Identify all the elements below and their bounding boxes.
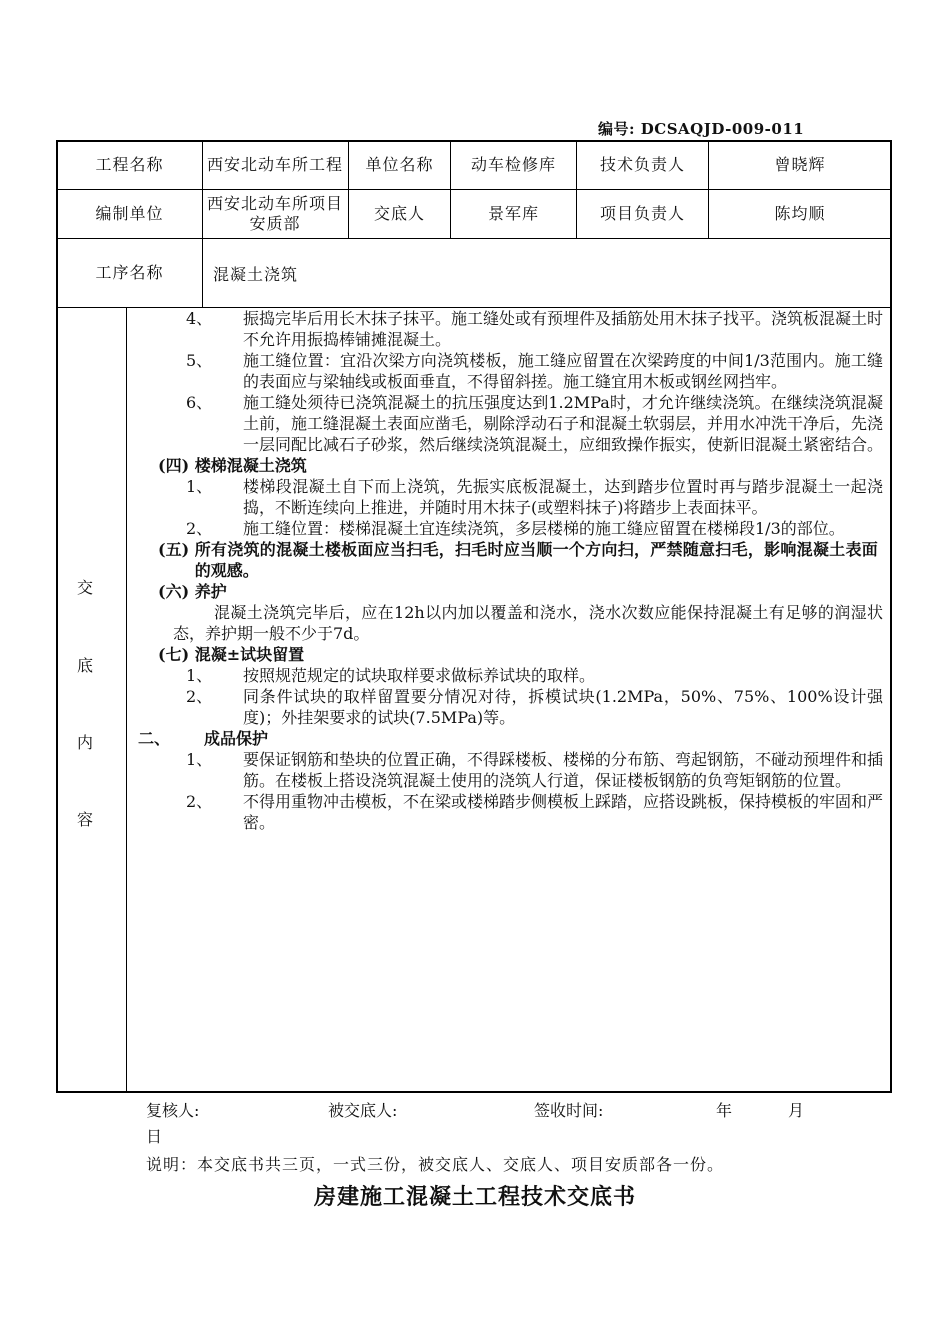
paragraph xyxy=(130,602,890,644)
item-text: 施工缝位置：宜沿次梁方向浇筑楼板，施工缝应留置在次梁跨度的中间1/3范围内。施工缝的表面应与梁轴线或板面垂直，不得留斜搓。施工缝宜用木板或钢丝网挡牢。 xyxy=(243,351,883,391)
year-label: 年 xyxy=(716,1101,733,1120)
compiler-label: 编制单位 xyxy=(95,204,164,223)
item-text: 楼梯段混凝土自下而上浇筑，先振实底板混凝土，达到踏步位置时再与踏步混凝土一起浇捣，不断连续向上推进，并随时用木抹子(或塑料抹子)将踏步上表面抹平。 xyxy=(243,477,883,517)
item-number: 1、 xyxy=(186,666,213,685)
day-label: 日 xyxy=(146,1127,163,1146)
process-name-value: 混凝土浇筑 xyxy=(213,265,299,284)
month-label: 月 xyxy=(788,1101,805,1120)
part-2-label: 成品保护 xyxy=(204,729,269,748)
process-name-label: 工序名称 xyxy=(95,263,164,282)
side-label-char-2: 底 xyxy=(76,656,93,675)
item-text: 施工缝位置：楼梯混凝土宜连续浇筑，多层楼梯的施工缝应留置在楼梯段1/3的部位。 xyxy=(243,519,845,538)
side-label-char-1: 交 xyxy=(76,578,93,597)
section-4-title: (四) 楼梯混凝土浇筑 xyxy=(158,456,307,475)
section-5-number: (五) xyxy=(158,540,190,559)
compiler-value: 西安北动车所项目安质部 xyxy=(206,194,343,233)
item-number: 4、 xyxy=(186,309,213,328)
item-text: 振捣完毕后用长木抹子抹平。施工缝处或有预埋件及插筋处用木抹子找平。浇筑板混凝土时不允许用振捣棒铺摊混凝土。 xyxy=(243,309,884,349)
document-title: 房建施工混凝土工程技术交底书 xyxy=(313,1184,636,1210)
unit-name-label: 单位名称 xyxy=(365,155,434,174)
section-7-title: (七) 混凝±试块留置 xyxy=(158,645,305,664)
item-text: 不得用重物冲击模板，不在梁或楼梯踏步侧模板上踩踏，应搭设跳板，保持模板的牢固和严密。 xyxy=(243,792,884,832)
project-name-label: 工程名称 xyxy=(95,155,164,174)
list-item xyxy=(130,308,890,350)
side-label-char-4: 容 xyxy=(76,810,93,829)
project-manager-label: 项目负责人 xyxy=(599,204,685,223)
project-name-value: 西安北动车所工程 xyxy=(206,155,343,174)
part-2-number: 二、 xyxy=(138,729,171,748)
section-5-text: 所有浇筑的混凝土楼板面应当扫毛，扫毛时应当顺一个方向扫，严禁随意扫毛，影响混凝土表面的观感。 xyxy=(194,540,878,580)
footnote: 说明：本交底书共三页，一式三份，被交底人、交底人、项目安质部各一份。 xyxy=(146,1155,725,1174)
document-number: 编号: DCSAQJD-009-011 xyxy=(598,120,805,138)
col-divider-side xyxy=(126,308,127,1092)
item-number: 2、 xyxy=(186,792,213,811)
project-manager-value: 陈均顺 xyxy=(774,204,826,223)
list-item xyxy=(130,749,890,791)
item-text: 施工缝处须待已浇筑混凝土的抗压强度达到1.2MPa时，才允许继续浇筑。在继续浇筑混凝土前，施工缝混凝土表面应凿毛，剔除浮动石子和混凝土软弱层，并用水冲洗干净后，先浇一层同配比减石子砂浆，然后继续浇筑混凝土，应细致操作振实，使新旧混凝土紧密结合。 xyxy=(243,393,884,454)
sign-time-label: 签收时间: xyxy=(534,1101,604,1120)
list-item xyxy=(130,791,890,833)
item-number: 2、 xyxy=(186,519,213,538)
item-number: 2、 xyxy=(186,687,213,706)
list-item xyxy=(130,686,890,728)
item-number: 6、 xyxy=(186,393,213,412)
item-text: 同条件试块的取样留置要分情况对待，拆模试块(1.2MPa，50%、75%、100%设计强度)；外挂架要求的试块(7.5MPa)等。 xyxy=(243,687,883,727)
reviewer-label: 复核人: xyxy=(146,1101,200,1120)
section-6-title: (六) 养护 xyxy=(158,582,227,601)
item-number: 1、 xyxy=(186,477,213,496)
receiver-label: 被交底人: xyxy=(328,1101,398,1120)
list-item xyxy=(130,392,890,455)
item-number: 1、 xyxy=(186,750,213,769)
item-text: 要保证钢筋和垫块的位置正确，不得踩楼板、楼梯的分布筋、弯起钢筋，不碰动预埋件和插筋。在楼板上搭设浇筑混凝土使用的浇筑人行道，保证楼板钢筋的负弯矩钢筋的位置。 xyxy=(243,750,884,790)
disclosure-content xyxy=(130,308,890,833)
discloser-label: 交底人 xyxy=(373,204,425,223)
discloser-value: 景军库 xyxy=(487,204,539,223)
tech-lead-label: 技术负责人 xyxy=(599,155,685,174)
list-item xyxy=(130,665,890,686)
list-item xyxy=(130,350,890,392)
unit-name-value: 动车检修库 xyxy=(470,155,556,174)
section-6-text: 混凝土浇筑完毕后，应在12h以内加以覆盖和浇水，浇水次数应能保持混凝土有足够的润湿状态，养护期一般不少于7d。 xyxy=(173,603,883,643)
item-number: 5、 xyxy=(186,351,213,370)
item-text: 按照规范规定的试块取样要求做标养试块的取样。 xyxy=(243,666,596,685)
list-item xyxy=(130,476,890,518)
part-2-title xyxy=(138,728,890,749)
section-5 xyxy=(158,539,883,581)
list-item xyxy=(130,518,890,539)
side-label-char-3: 内 xyxy=(76,733,93,752)
tech-lead-value: 曾晓辉 xyxy=(774,155,826,174)
